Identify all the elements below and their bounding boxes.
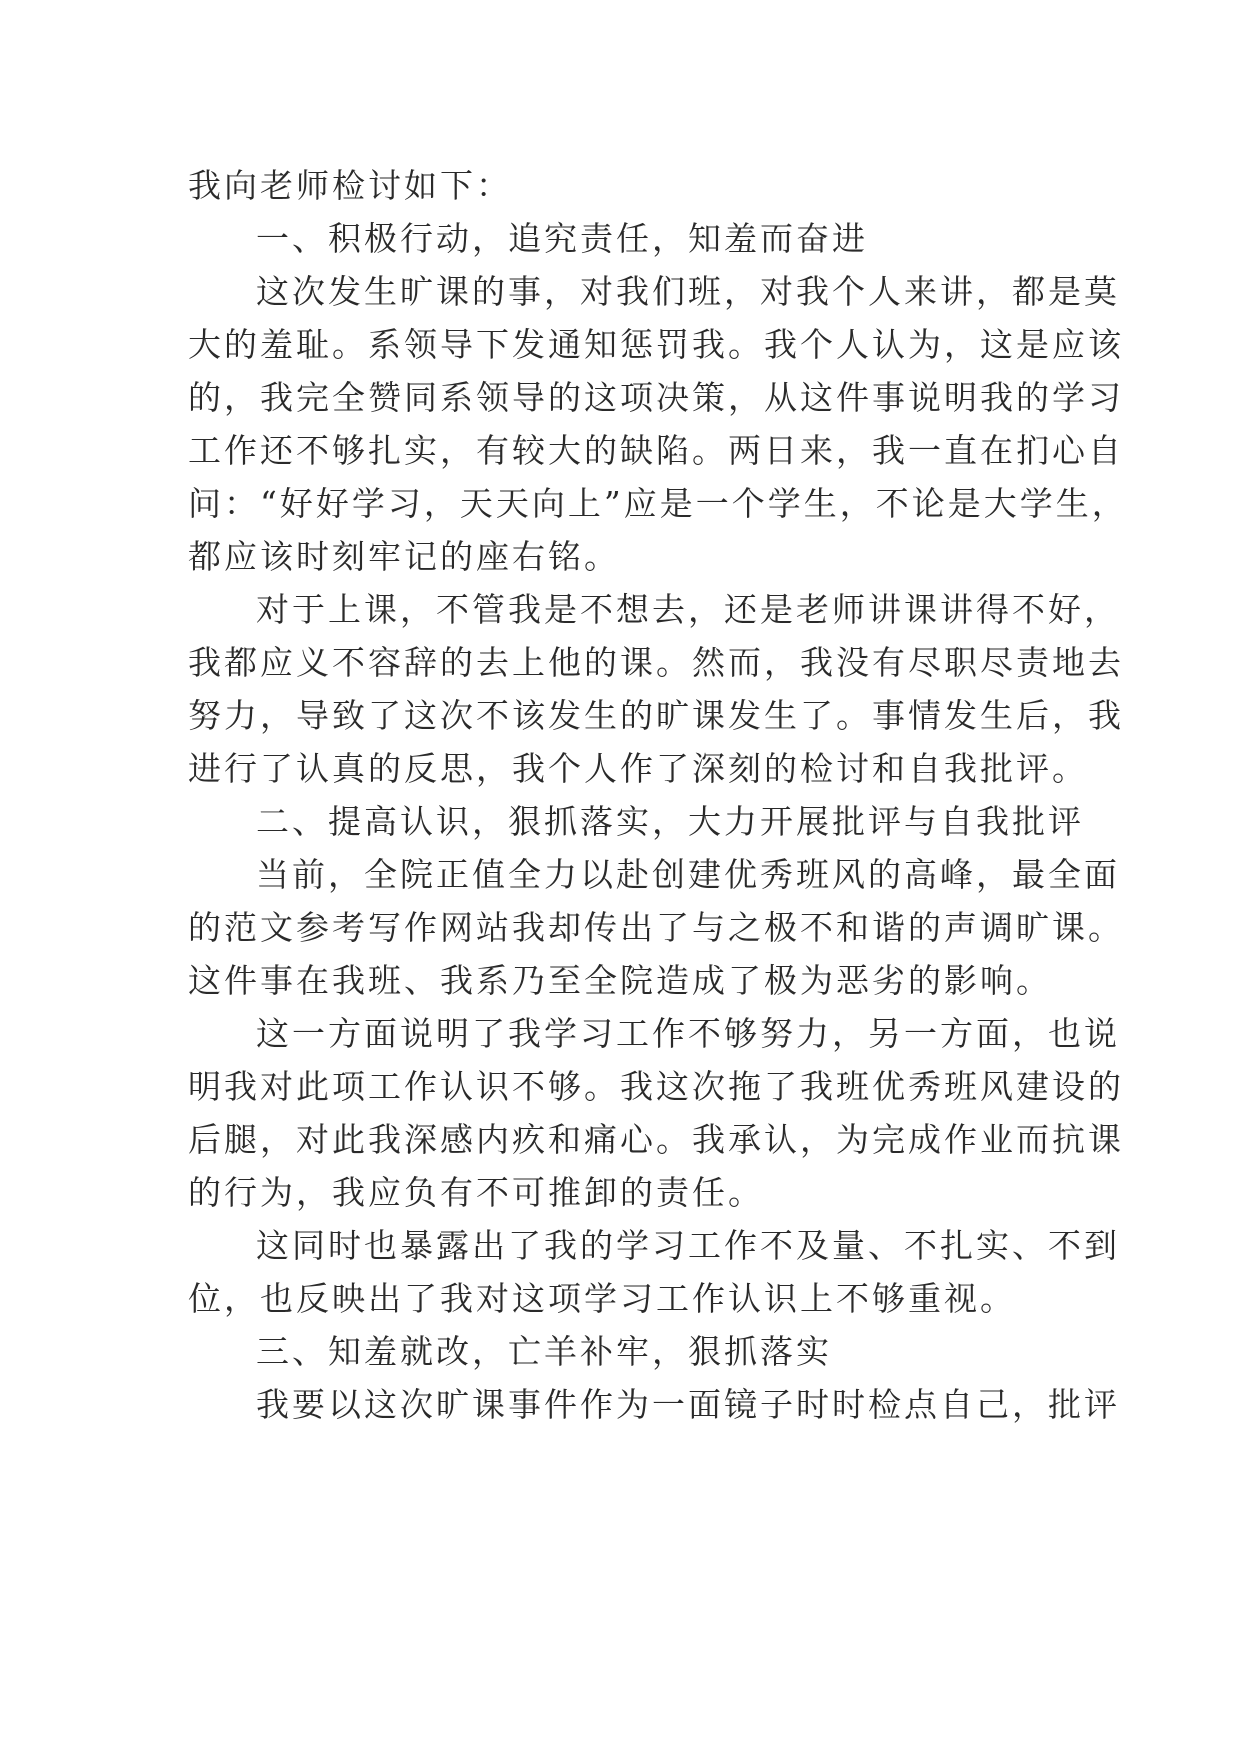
text-line: 后腿，对此我深感内疚和痛心。我承认，为完成作业而抗课: [188, 1120, 1124, 1159]
text-line: 这件事在我班、我系乃至全院造成了极为恶劣的影响。: [188, 961, 1052, 1000]
text-line: 位，也反映出了我对这项学习工作认识上不够重视。: [188, 1279, 1016, 1318]
paragraph-first-line: 我要以这次旷课事件作为一面镜子时时检点自己，批评: [256, 1385, 1120, 1424]
text-line: 的范文参考写作网站我却传出了与之极不和谐的声调旷课。: [188, 908, 1124, 947]
paragraph-first-line: 这一方面说明了我学习工作不够努力，另一方面，也说: [256, 1014, 1120, 1053]
section-heading: 二、提高认识，狠抓落实，大力开展批评与自我批评: [256, 802, 1084, 841]
text-line: 问：“好好学习，天天向上”应是一个学生，不论是大学生，: [188, 484, 1128, 523]
paragraph-first-line: 这次发生旷课的事，对我们班，对我个人来讲，都是莫: [256, 272, 1120, 311]
text-line: 努力，导致了这次不该发生的旷课发生了。事情发生后，我: [188, 696, 1124, 735]
text-line: 的行为，我应负有不可推卸的责任。: [188, 1173, 764, 1212]
section-heading: 一、积极行动，追究责任，知羞而奋进: [256, 219, 868, 258]
text-line: 明我对此项工作认识不够。我这次拖了我班优秀班风建设的: [188, 1067, 1124, 1106]
text-line: 都应该时刻牢记的座右铭。: [188, 537, 620, 576]
text-line: 工作还不够扎实，有较大的缺陷。两日来，我一直在扪心自: [188, 431, 1124, 470]
paragraph-first-line: 当前，全院正值全力以赴创建优秀班风的高峰，最全面: [256, 855, 1120, 894]
text-line: 我都应义不容辞的去上他的课。然而，我没有尽职尽责地去: [188, 643, 1124, 682]
text-line: 进行了认真的反思，我个人作了深刻的检讨和自我批评。: [188, 749, 1088, 788]
paragraph-first-line: 对于上课，不管我是不想去，还是老师讲课讲得不好，: [256, 590, 1120, 629]
paragraph-first-line: 这同时也暴露出了我的学习工作不及量、不扎实、不到: [256, 1226, 1120, 1265]
text-line: 大的羞耻。系领导下发通知惩罚我。我个人认为，这是应该: [188, 325, 1124, 364]
text-line: 的，我完全赞同系领导的这项决策，从这件事说明我的学习: [188, 378, 1124, 417]
text-line: 我向老师检讨如下：: [188, 166, 512, 205]
section-heading: 三、知羞就改，亡羊补牢，狠抓落实: [256, 1332, 832, 1371]
